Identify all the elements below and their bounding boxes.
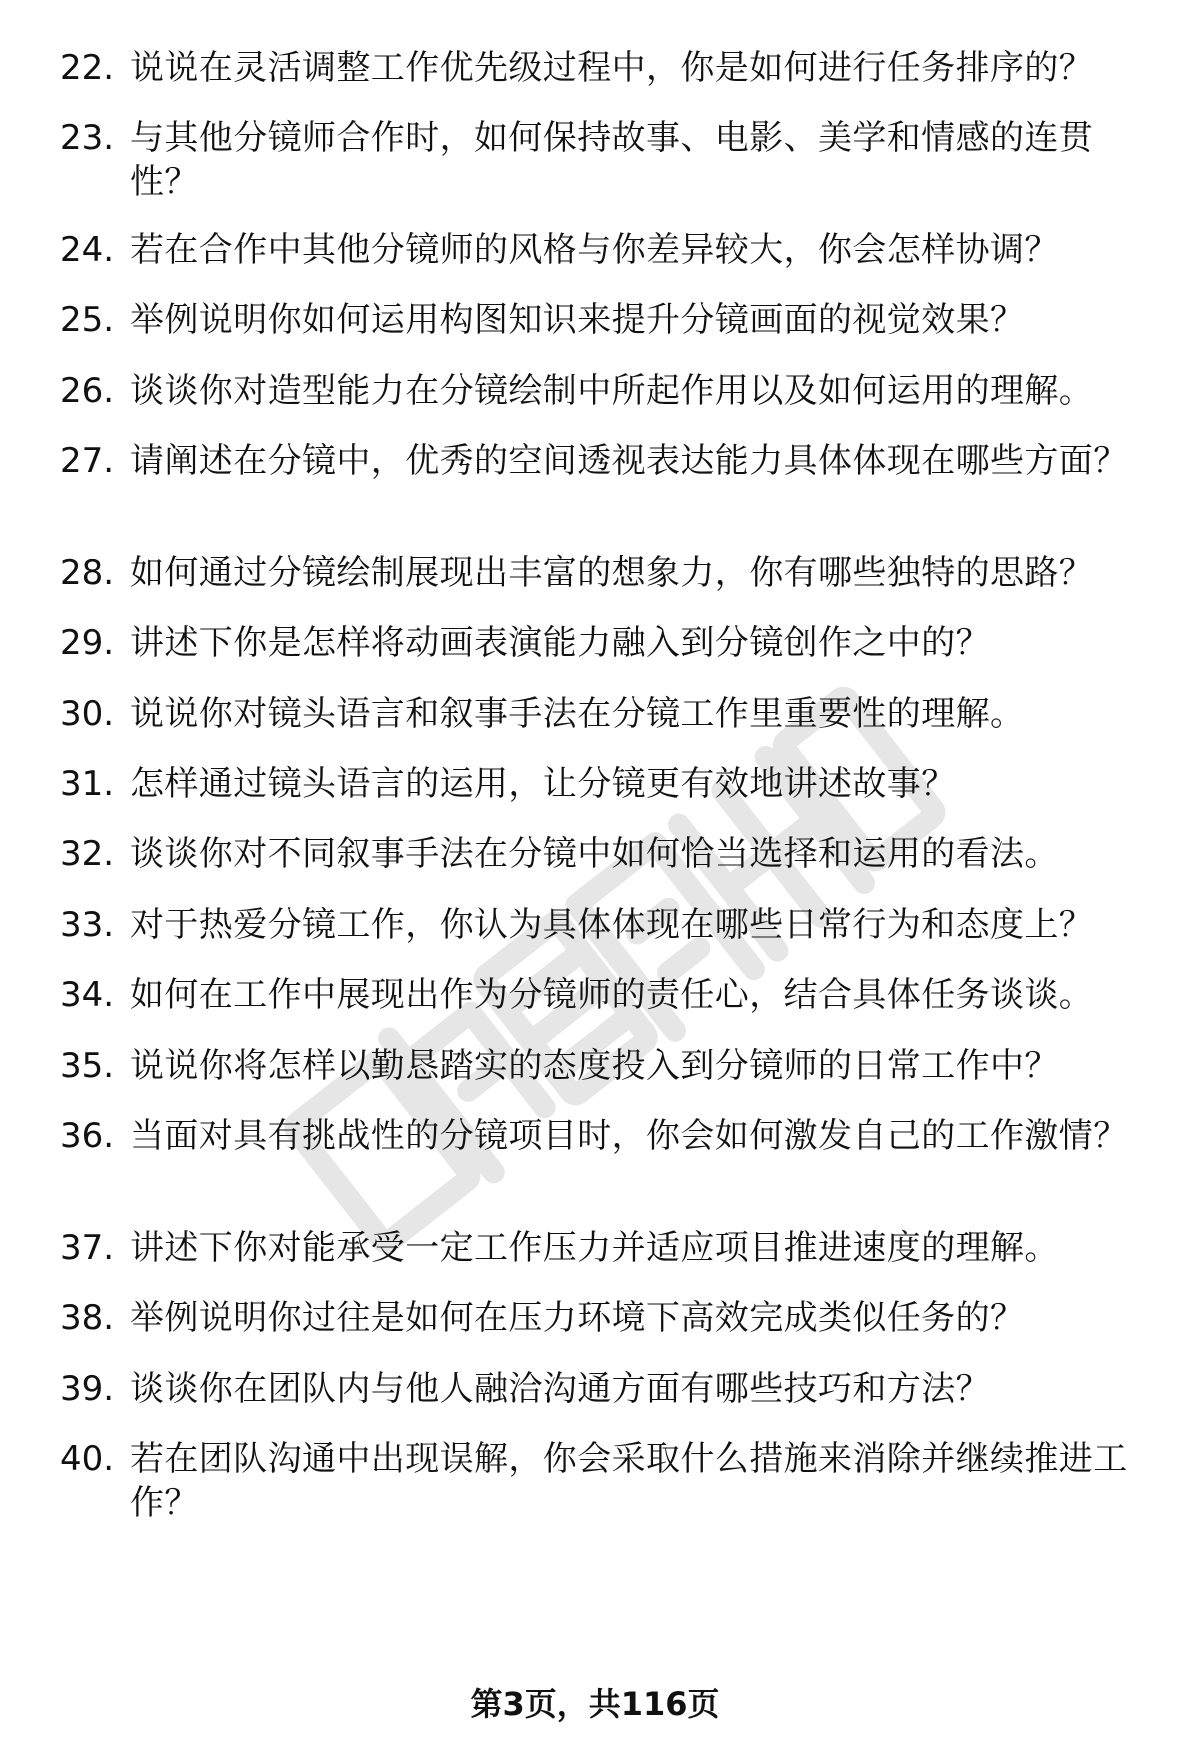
question-text: 请阐述在分镜中，优秀的空间透视表达能力具体体现在哪些方面？ [130, 441, 1128, 481]
question-text: 举例说明你如何运用构图知识来提升分镜画面的视觉效果？ [130, 300, 1025, 340]
question-number: 36. [60, 1116, 115, 1156]
question-number: 38. [60, 1298, 115, 1338]
question-text: 说说你将怎样以勤恳踏实的态度投入到分镜师的日常工作中？ [130, 1046, 1059, 1086]
question-text: 如何通过分镜绘制展现出丰富的想象力，你有哪些独特的思路？ [130, 553, 1094, 593]
question-text: 说说在灵活调整工作优先级过程中，你是如何进行任务排序的？ [130, 48, 1094, 88]
question-text: 谈谈你对不同叙事手法在分镜中如何恰当选择和运用的看法。 [130, 834, 1059, 874]
question-text: 若在团队沟通中出现误解，你会采取什么措施来消除并继续推进工作？ [130, 1439, 1128, 1523]
question-text: 谈谈你在团队内与他人融洽沟通方面有哪些技巧和方法？ [130, 1369, 990, 1409]
question-number: 33. [60, 905, 115, 945]
question-number: 34. [60, 975, 115, 1015]
question-number: 23. [60, 118, 115, 158]
question-number: 32. [60, 834, 115, 874]
question-number: 27. [60, 441, 115, 481]
page-number-footer: 第3页，共116页 [470, 1685, 720, 1723]
question-text: 若在合作中其他分镜师的风格与你差异较大，你会怎样协调？ [130, 230, 1059, 270]
question-number: 37. [60, 1228, 115, 1268]
question-number: 29. [60, 623, 115, 663]
question-text: 讲述下你是怎样将动画表演能力融入到分镜创作之中的？ [130, 623, 990, 663]
question-text: 当面对具有挑战性的分镜项目时，你会如何激发自己的工作激情？ [130, 1116, 1128, 1156]
question-number: 22. [60, 48, 115, 88]
question-number: 25. [60, 300, 115, 340]
question-number: 24. [60, 230, 115, 270]
question-text: 与其他分镜师合作时，如何保持故事、电影、美学和情感的连贯性？ [130, 118, 1094, 202]
question-text: 举例说明你过往是如何在压力环境下高效完成类似任务的？ [130, 1298, 1025, 1338]
question-number: 35. [60, 1046, 115, 1086]
question-text: 谈谈你对造型能力在分镜绘制中所起作用以及如何运用的理解。 [130, 371, 1094, 411]
question-number: 28. [60, 553, 115, 593]
question-number: 40. [60, 1439, 115, 1479]
question-text: 怎样通过镜头语言的运用，让分镜更有效地讲述故事？ [130, 764, 956, 804]
question-text: 对于热爱分镜工作，你认为具体体现在哪些日常行为和态度上？ [130, 905, 1094, 945]
question-number: 31. [60, 764, 115, 804]
question-number: 30. [60, 694, 115, 734]
question-text: 说说你对镜头语言和叙事手法在分镜工作里重要性的理解。 [130, 694, 1025, 734]
question-number: 26. [60, 371, 115, 411]
question-number: 39. [60, 1369, 115, 1409]
question-text: 讲述下你对能承受一定工作压力并适应项目推进速度的理解。 [130, 1228, 1059, 1268]
question-text: 如何在工作中展现出作为分镜师的责任心，结合具体任务谈谈。 [130, 975, 1094, 1015]
